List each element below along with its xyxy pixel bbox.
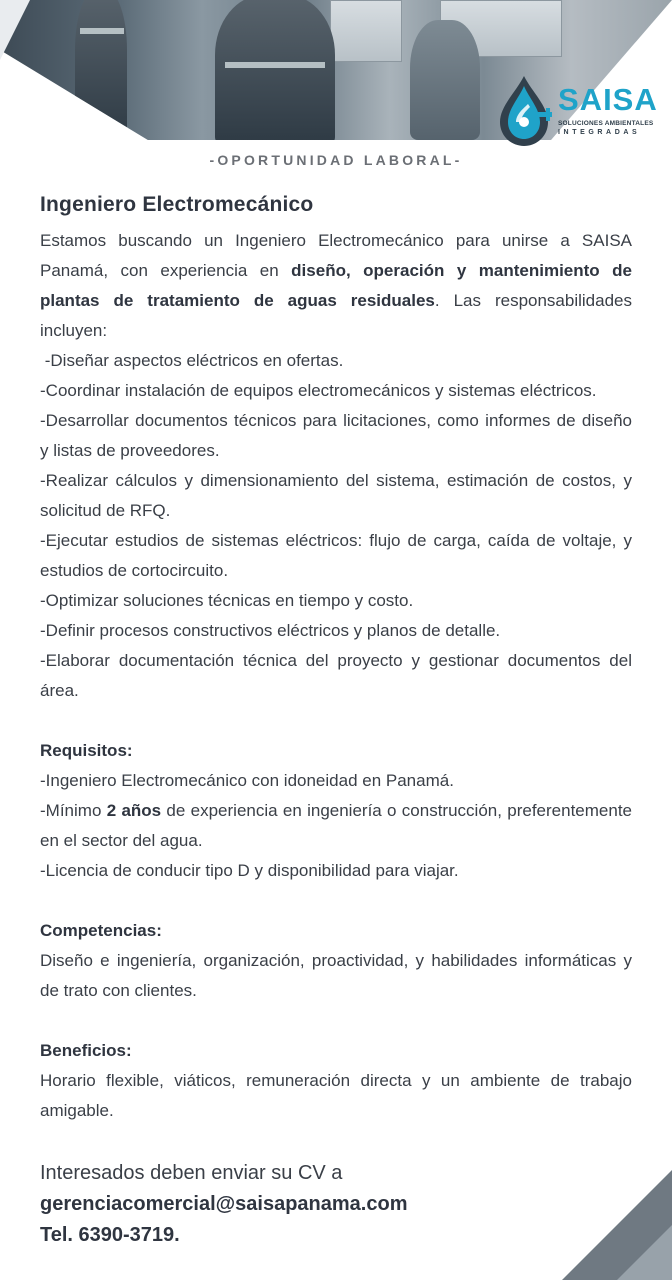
brand-tagline: SOLUCIONES AMBIENTALES <box>558 120 654 127</box>
contact-intro: Interesados deben enviar su CV a <box>40 1162 343 1184</box>
benefits-heading: Beneficios: <box>40 1041 132 1060</box>
water-drop-plug-icon <box>494 74 556 148</box>
requirement-highlight: 2 años <box>106 801 162 820</box>
benefits-text: Horario flexible, viáticos, remuneración directa y un ambiente de trabajo amigable. <box>40 1071 632 1120</box>
worker-figure <box>75 0 127 140</box>
responsibilities-list <box>40 346 632 706</box>
requirements-heading: Requisitos: <box>40 741 133 760</box>
list-item: -Desarrollar documentos técnicos para licitaciones, como informes de diseño y listas de proveedores. <box>40 411 632 460</box>
list-item: -Ejecutar estudios de sistemas eléctricos: flujo de carga, caída de voltaje, y estudios de cortocircuito. <box>40 531 632 580</box>
list-item: -Coordinar instalación de equipos electromecánicos y sistemas eléctricos. <box>40 381 597 400</box>
list-item: -Optimizar soluciones técnicas en tiempo y costo. <box>40 591 414 610</box>
intro-text: Estamos buscando un Ingeniero Electromecánico para unirse a SAISA Panamá, con experiencia en <box>40 231 632 280</box>
job-title: Ingeniero Electromecánico <box>40 193 314 216</box>
contact-phone[interactable]: Tel. 6390-3719. <box>40 1224 180 1246</box>
list-item: -Definir procesos constructivos eléctricos y planos de detalle. <box>40 621 501 640</box>
brand-name: SAISA <box>558 82 658 117</box>
list-item: -Ingeniero Electromecánico con idoneidad en Panamá. <box>40 771 454 790</box>
worker-figure <box>410 20 480 140</box>
intro-highlight: diseño, operación y mantenimiento de plantas de tratamiento de aguas residuales <box>40 261 632 310</box>
electrical-panel <box>330 0 402 62</box>
intro-text: . Las responsabilidades incluyen: <box>40 291 632 340</box>
reflective-stripe <box>225 62 325 68</box>
corner-decoration <box>617 1225 672 1280</box>
competencies-text: Diseño e ingeniería, organización, proactividad, y habilidades informáticas y de trato con clientes. <box>40 951 632 1000</box>
eyebrow-label: -OPORTUNIDAD LABORAL- <box>209 152 463 168</box>
worker-figure <box>215 0 335 140</box>
list-item <box>40 796 632 856</box>
reflective-stripe <box>80 28 124 34</box>
job-posting <box>40 190 632 1251</box>
corner-decoration <box>0 0 30 60</box>
requirement-text: -Mínimo <box>40 801 107 820</box>
competencies-heading: Competencias: <box>40 921 162 940</box>
brand-tagline: INTEGRADAS <box>558 129 641 136</box>
requirement-text: de experiencia en ingeniería o construcción, preferentemente en el sector del agua. <box>40 801 632 850</box>
saisa-logo <box>494 72 666 152</box>
list-item: -Elaborar documentación técnica del proyecto y gestionar documentos del área. <box>40 651 632 700</box>
list-item: -Licencia de conducir tipo D y disponibilidad para viajar. <box>40 861 459 880</box>
contact-block <box>40 1158 632 1251</box>
intro-paragraph <box>40 226 632 346</box>
list-item: -Diseñar aspectos eléctricos en ofertas. <box>40 351 344 370</box>
list-item: -Realizar cálculos y dimensionamiento del sistema, estimación de costos, y solicitud de RFQ. <box>40 471 632 520</box>
contact-email[interactable]: gerenciacomercial@saisapanama.com <box>40 1193 408 1215</box>
